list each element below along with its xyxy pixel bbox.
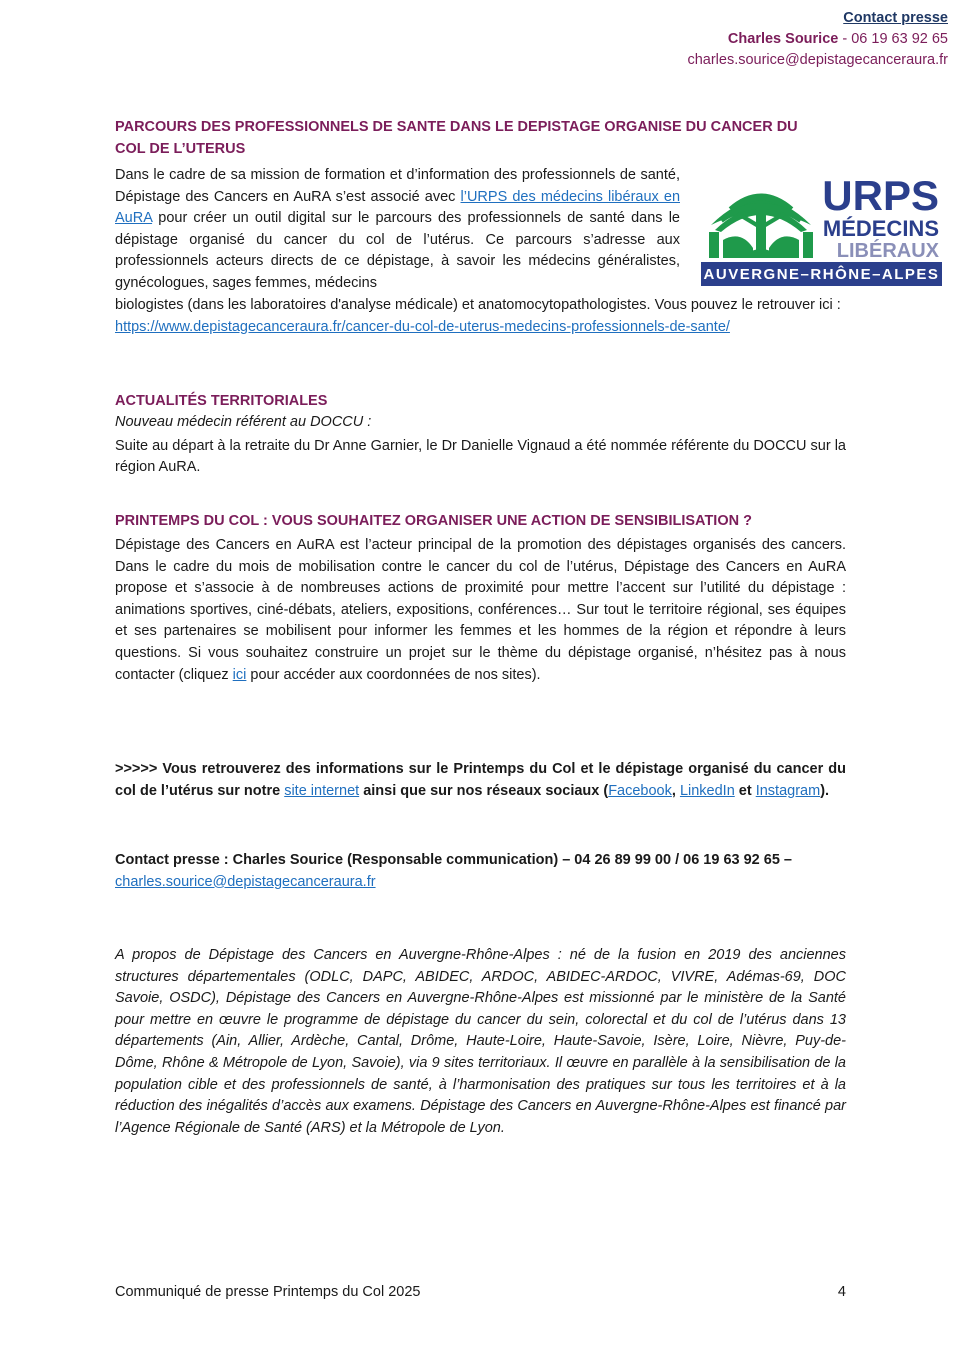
- section-printemps-title: PRINTEMPS DU COL : VOUS SOUHAITEZ ORGANISER UNE ACTION DE SENSIBILISATION ?: [115, 513, 752, 529]
- section-parcours-title: PARCOURS DES PROFESSIONNELS DE SANTE DANS LE DEPISTAGE ORGANISE DU CANCER DU COL DE L’UTERUS: [115, 119, 798, 157]
- page-footer: [115, 1282, 846, 1302]
- site-internet-link[interactable]: site internet: [284, 782, 360, 799]
- section-parcours-body-top: [115, 165, 680, 295]
- info-block: [115, 759, 846, 802]
- press-contact-block: [115, 850, 846, 893]
- instagram-link[interactable]: Instagram: [755, 782, 821, 799]
- page-number: 4: [837, 1284, 846, 1300]
- urps-link[interactable]: l’URPS des médecins libéraux en AuRA: [115, 188, 680, 227]
- press-contact-email-link[interactable]: charles.sourice@depistagecanceraura.fr: [115, 873, 376, 890]
- about-text: A propos de Dépistage des Cancers en Auvergne-Rhône-Alpes : né de la fusion en 2019 des anciennes structures départementales (ODLC, DAPC, ABIDEC, ARDOC, ABIDEC-ARDOC, VIVRE, Adémas-69, DOC Savoie, OSDC), Dépistage des Cancers en Auvergne-Rhône-Alpes est missionné par le ministère de la Santé pour mettre en œuvre le programme de dépistage du cancer du sein, colorectal et du col de l’utérus dans 13 départements (Ain, Allier, Ardèche, Cantal, Drôme, Haute-Loire, Haute-Savoie, Isère, Loire, Nièvre, Puy-de-Dôme, Rhône & Métropole de Lyon, Savoie), via 9 sites territoriaux. Il œuvre en parallèle à la sensibilisation de la population cible et des professionnels de santé, à l’harmonisation des pratiques sur tous les territoires et à la réduction des inégalités d’accès aux examens. Dépistage des Cancers en Auvergne-Rhône-Alpes est financé par l’Agence Régionale de Santé (ARS) et la Métropole de Lyon.: [115, 947, 846, 1136]
- info-paragraph: >>>>> Vous retrouverez des informations sur le Printemps du Col et le dépistage organisé du cancer du col de l’utérus sur notre site internet ainsi que sur nos réseaux sociaux (Facebook, LinkedIn et Instagram).: [115, 761, 846, 799]
- header-contact-name: Charles Sourice: [727, 31, 839, 47]
- linkedin-link[interactable]: LinkedIn: [679, 782, 735, 799]
- section-parcours-paragraph: [115, 165, 680, 295]
- urps-logo-title: URPS: [822, 172, 939, 219]
- urps-logo: [701, 170, 942, 286]
- header-contact-phone: - 06 19 63 92 65: [838, 31, 948, 47]
- section-parcours: [115, 116, 846, 160]
- section-parcours-continuation: biologistes (dans les laboratoires d'analyse médicale) et anatomocytopathologistes. Vous pouvez le retrouver ici :: [115, 297, 841, 313]
- section-actualites-title: ACTUALITÉS TERRITORIALES: [115, 393, 328, 409]
- parcours-text-b: pour créer un outil digital sur le parcours des professionnels de santé dans le dépistage organisé du cancer du col de l’utérus. Ce parcours s’adresse aux professionnels acteurs directs de ce dépistage, à savoir les médecins généralistes, gynécologues, sages femmes, médecins: [115, 210, 680, 291]
- section-parcours-body-bottom: [115, 295, 846, 338]
- urps-logo-band-text: AUVERGNE–RHÔNE–ALPES: [703, 266, 940, 283]
- tree-icon: [709, 197, 813, 258]
- contact-sites-link[interactable]: ici: [232, 666, 247, 683]
- header-contact-title: Contact presse: [843, 10, 948, 26]
- urps-logo-medecins: MÉDECINS: [822, 216, 939, 241]
- parcours-text-a: Dans le cadre de sa mission de formation et d’information des professionnels de santé, Dépistage des Cancers en AuRA s’est associé avec: [115, 167, 680, 205]
- footer-title: Communiqué de presse Printemps du Col 2025: [115, 1284, 421, 1300]
- header-contact-email[interactable]: charles.sourice@depistagecanceraura.fr: [687, 52, 948, 68]
- parcours-url-link[interactable]: https://www.depistagecanceraura.fr/cancer-du-col-de-uterus-medecins-professionnels-de-sante/: [115, 318, 730, 335]
- section-actualites-subtitle: Nouveau médecin référent au DOCCU :: [115, 414, 372, 430]
- section-actualites-text: Suite au départ à la retraite du Dr Anne Garnier, le Dr Danielle Vignaud a été nommée référente du DOCCU sur la région AuRA.: [115, 437, 846, 476]
- section-actualites: [115, 390, 846, 479]
- press-contact-text: Contact presse : Charles Sourice (Responsable communication) – 04 26 89 99 00 / 06 19 63 92 65 –: [115, 852, 792, 868]
- about-block: [115, 945, 846, 1139]
- section-printemps: [115, 510, 846, 686]
- section-printemps-text: Dépistage des Cancers en AuRA est l’acteur principal de la promotion des dépistages organisés des cancers. Dans le cadre du mois de mobilisation contre le cancer du col de l’utérus, Dépistage des Cancers en AuRA propose et s’associe à de nombreuses actions de proximité pour mettre l’accent sur l’utilité du dépistage : animations sportives, ciné-débats, ateliers, expositions, conférences… Sur tout le territoire régional, ses équipes et ses partenaires se mobilisent pour informer les femmes et les hommes de la région et répondre à leurs questions. Si vous souhaitez construire un projet sur le thème du dépistage organisé, n’hésitez pas à nous contacter (cliquez ici pour accéder aux coordonnées de nos sites).: [115, 537, 846, 683]
- facebook-link[interactable]: Facebook: [608, 782, 672, 799]
- header-press-contact: [687, 8, 948, 71]
- urps-logo-liberaux: LIBÉRAUX: [836, 240, 939, 262]
